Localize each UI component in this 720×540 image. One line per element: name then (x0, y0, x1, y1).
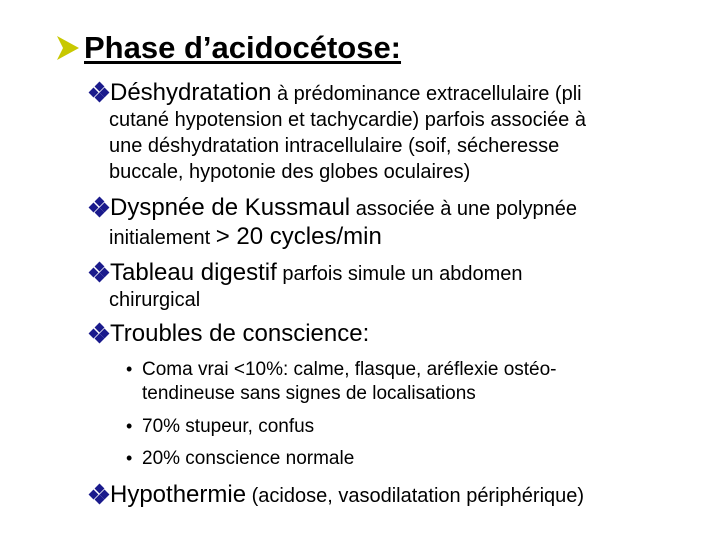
sub-item-text: Coma vrai <10%: calme, flasque, aréflexie ostéo- (142, 359, 557, 380)
diamond-bullet-icon (90, 324, 108, 342)
item-text: parfois simule un abdomen (276, 263, 523, 285)
list-item (90, 259, 522, 287)
sub-bullet: • (126, 359, 133, 379)
item-lead: Hypothermie (110, 481, 247, 508)
diamond-bullet-icon (90, 83, 108, 101)
item-continuation: chirurgical (109, 289, 201, 311)
list-item (90, 481, 584, 509)
item-lead: Tableau digestif (110, 259, 277, 286)
item-continuation: une déshydratation intracellulaire (soif, sécheresse (109, 135, 560, 157)
sub-item-text: 20% conscience normale (142, 448, 355, 469)
item-text: initialement (109, 227, 216, 249)
item-text: (acidose, vasodilatation périphérique) (246, 485, 585, 507)
item-lead: Déshydratation (110, 79, 272, 106)
item-text: à prédominance extracellulaire (pli (271, 83, 582, 105)
sub-bullet: • (126, 416, 133, 436)
diamond-bullet-icon (90, 485, 108, 503)
slide-title: Phase d’acidocétose: (84, 30, 402, 65)
item-emphasis: > 20 cycles/min (215, 223, 382, 250)
arrow-icon (55, 34, 81, 62)
list-item (90, 320, 369, 348)
sub-bullet: • (126, 448, 133, 468)
sub-item-text: 70% stupeur, confus (142, 416, 315, 437)
item-lead: Troubles de conscience: (110, 320, 370, 347)
item-continuation (109, 223, 382, 251)
item-continuation: cutané hypotension et tachycardie) parfois associée à (109, 109, 586, 131)
list-item (90, 79, 582, 107)
list-item (90, 194, 577, 222)
item-continuation: buccale, hypotonie des globes oculaires) (109, 161, 471, 183)
item-lead: Dyspnée de Kussmaul (110, 194, 351, 221)
diamond-bullet-icon (90, 263, 108, 281)
diamond-bullet-icon (90, 198, 108, 216)
sub-item-text: tendineuse sans signes de localisations (142, 383, 476, 404)
item-text: associée à une polypnée (350, 198, 577, 220)
